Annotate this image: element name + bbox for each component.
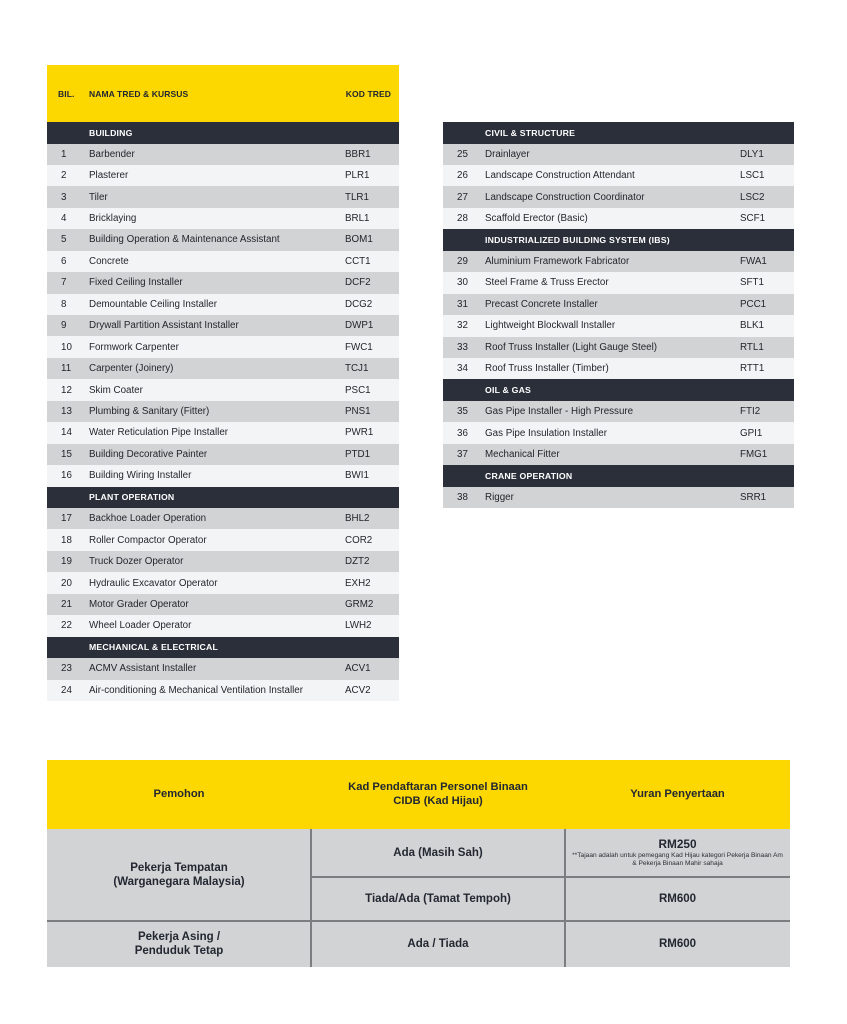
trade-code: DCF2 [345, 277, 371, 289]
trade-code: FMG1 [740, 448, 768, 460]
row-number: 11 [61, 363, 72, 375]
section-header: BUILDING [47, 122, 399, 144]
section-header: CRANE OPERATION [443, 465, 794, 487]
trade-code: BWI1 [345, 470, 369, 482]
trade-name: Skim Coater [89, 384, 143, 396]
trade-code: EXH2 [345, 577, 371, 589]
table-row [47, 272, 399, 293]
trade-name: Building Wiring Installer [89, 470, 192, 482]
trade-code: LSC1 [740, 170, 765, 182]
trade-table-right [443, 122, 794, 508]
table-row [443, 144, 794, 165]
row-number: 2 [61, 170, 67, 182]
trade-name: Rigger [485, 491, 514, 503]
trade-code: BRL1 [345, 213, 370, 225]
table-row [47, 572, 399, 593]
trade-name: Carpenter (Joinery) [89, 363, 174, 375]
row-number: 12 [61, 384, 72, 396]
trade-code: PLR1 [345, 170, 370, 182]
trade-code: RTL1 [740, 341, 764, 353]
trade-code: CCT1 [345, 255, 371, 267]
table-row [443, 251, 794, 272]
header-code: KOD TRED [345, 88, 391, 99]
trade-code: GRM2 [345, 598, 374, 610]
trade-name: Plumbing & Sanitary (Fitter) [89, 405, 210, 417]
row-number: 21 [61, 598, 72, 610]
trade-table-right-body [443, 122, 794, 508]
row-number: 10 [61, 341, 72, 353]
row-number: 18 [61, 534, 72, 546]
trade-name: Concrete [89, 255, 129, 267]
trade-code: ACV2 [345, 684, 371, 696]
trade-name: Air-conditioning & Mechanical Ventilation Installer [89, 684, 304, 696]
trade-code: PTD1 [345, 448, 371, 460]
fee-table-header [47, 760, 790, 829]
row-number: 24 [61, 684, 72, 696]
table-row [47, 315, 399, 336]
trade-code: DLY1 [740, 148, 764, 160]
row-number: 38 [457, 491, 468, 503]
trade-code: PCC1 [740, 298, 767, 310]
local-applicant [47, 829, 311, 921]
trade-name: Tiler [89, 191, 108, 203]
row-number: 13 [61, 405, 72, 417]
row-number: 17 [61, 513, 72, 525]
table-row [443, 422, 794, 443]
trade-name: Fixed Ceiling Installer [89, 277, 183, 289]
trade-name: Wheel Loader Operator [89, 620, 192, 632]
row-number: 26 [457, 170, 468, 182]
row-number: 28 [457, 213, 468, 225]
trade-code: LSC2 [740, 191, 765, 203]
trade-code: PNS1 [345, 405, 371, 417]
trade-name: Barbender [89, 148, 135, 160]
local-valid-fee-note: **Tajaan adalah untuk pemegang Kad Hijau kategori Pekerja Binaan Am & Pekerja Binaan Mahir sahaja [572, 851, 783, 868]
trade-code: BOM1 [345, 234, 373, 246]
table-row [47, 336, 399, 357]
trade-name: Building Operation & Maintenance Assistant [89, 234, 280, 246]
foreign-applicant-text: Pekerja Asing / Penduduk Tetap [134, 930, 224, 957]
table-row [47, 465, 399, 486]
trade-name: Hydraulic Excavator Operator [89, 577, 218, 589]
trade-name: Backhoe Loader Operation [89, 513, 207, 525]
table-row [47, 508, 399, 529]
row-number: 3 [61, 191, 67, 203]
foreign-fee: RM600 [658, 937, 697, 950]
header-card [311, 760, 565, 829]
trade-name: Landscape Construction Coordinator [485, 191, 645, 203]
header-fee: Yuran Penyertaan [630, 787, 725, 800]
trade-name: Scaffold Erector (Basic) [485, 213, 588, 225]
table-row [47, 379, 399, 400]
divider [564, 829, 566, 967]
table-row [443, 401, 794, 422]
table-row [47, 144, 399, 165]
table-row [47, 680, 399, 701]
divider [311, 876, 790, 878]
row-number: 1 [61, 148, 67, 160]
header-name: NAMA TRED & KURSUS [89, 88, 189, 99]
trade-code: FWA1 [740, 255, 767, 267]
row-number: 32 [457, 320, 468, 332]
row-number: 31 [457, 298, 468, 310]
row-number: 16 [61, 470, 72, 482]
trade-code: DCG2 [345, 298, 373, 310]
table-row [443, 272, 794, 293]
row-number: 35 [457, 406, 468, 418]
trade-code: FWC1 [345, 341, 373, 353]
trade-code: PWR1 [345, 427, 374, 439]
trade-code: ACV1 [345, 663, 371, 675]
local-valid-card: Ada (Masih Sah) [393, 846, 483, 859]
section-header: CIVIL & STRUCTURE [443, 122, 794, 144]
table-row [47, 444, 399, 465]
local-expired-fee: RM600 [658, 892, 697, 905]
section-header: PLANT OPERATION [47, 487, 399, 509]
row-number: 37 [457, 448, 468, 460]
trade-code: GPI1 [740, 427, 763, 439]
table-row [47, 186, 399, 207]
row-number: 19 [61, 556, 72, 568]
table-row [47, 251, 399, 272]
table-row [443, 186, 794, 207]
fee-table-body [47, 829, 790, 967]
trade-name: Water Reticulation Pipe Installer [89, 427, 229, 439]
row-number: 33 [457, 341, 468, 353]
divider [310, 829, 312, 967]
table-row [47, 165, 399, 186]
trade-code: TLR1 [345, 191, 369, 203]
row-number: 36 [457, 427, 468, 439]
row-number: 20 [61, 577, 72, 589]
trade-table-left-body [47, 122, 399, 701]
trade-name: Mechanical Fitter [485, 448, 560, 460]
table-row [47, 658, 399, 679]
header-card-text: Kad Pendaftaran Personel Binaan CIDB (Kad Hijau) [348, 781, 528, 807]
table-row [443, 337, 794, 358]
trade-name: Steel Frame & Truss Erector [485, 277, 609, 289]
header-bil: BIL. [58, 88, 75, 99]
local-valid-fee-price: RM250 [658, 837, 697, 852]
row-number: 14 [61, 427, 72, 439]
trade-name: Gas Pipe Insulation Installer [485, 427, 607, 439]
foreign-card: Ada / Tiada [407, 937, 469, 950]
trade-name: Bricklaying [89, 213, 137, 225]
trade-code: PSC1 [345, 384, 371, 396]
row-number: 25 [457, 148, 468, 160]
row-number: 15 [61, 448, 72, 460]
table-row [47, 401, 399, 422]
trade-name: ACMV Assistant Installer [89, 663, 197, 675]
trade-table-left [47, 65, 399, 701]
table-row [443, 444, 794, 465]
row-number: 4 [61, 213, 67, 225]
row-number: 22 [61, 620, 72, 632]
row-number: 6 [61, 255, 67, 267]
table-row [47, 615, 399, 636]
trade-name: Lightweight Blockwall Installer [485, 320, 616, 332]
row-number: 5 [61, 234, 67, 246]
row-number: 8 [61, 298, 67, 310]
local-expired-card: Tiada/Ada (Tamat Tempoh) [365, 892, 511, 905]
trade-code: COR2 [345, 534, 373, 546]
trade-table-header [47, 65, 399, 122]
trade-code: RTT1 [740, 363, 765, 375]
trade-code: BHL2 [345, 513, 370, 525]
trade-name: Roller Compactor Operator [89, 534, 207, 546]
section-header: INDUSTRIALIZED BUILDING SYSTEM (IBS) [443, 229, 794, 251]
section-header: MECHANICAL & ELECTRICAL [47, 637, 399, 659]
table-row [47, 229, 399, 250]
fee-table [47, 760, 790, 967]
trade-name: Precast Concrete Installer [485, 298, 598, 310]
trade-code: BBR1 [345, 148, 371, 160]
table-row [47, 294, 399, 315]
header-applicant: Pemohon [153, 787, 205, 800]
trade-name: Plasterer [89, 170, 129, 182]
table-row [47, 551, 399, 572]
table-row [443, 487, 794, 508]
table-row [47, 529, 399, 550]
trade-code: SFT1 [740, 277, 764, 289]
trade-name: Drainlayer [485, 148, 530, 160]
table-row [47, 594, 399, 615]
row-number: 7 [61, 277, 67, 289]
trade-name: Formwork Carpenter [89, 341, 179, 353]
row-number: 30 [457, 277, 468, 289]
table-row [443, 358, 794, 379]
trade-name: Aluminium Framework Fabricator [485, 255, 630, 267]
local-valid-fee [565, 829, 790, 877]
table-row [443, 165, 794, 186]
trade-code: DZT2 [345, 556, 370, 568]
trade-code: BLK1 [740, 320, 764, 332]
trade-code: SCF1 [740, 213, 766, 225]
trade-code: LWH2 [345, 620, 372, 632]
row-number: 29 [457, 255, 468, 267]
row-number: 27 [457, 191, 468, 203]
row-number: 23 [61, 663, 72, 675]
trade-name: Building Decorative Painter [89, 448, 208, 460]
trade-name: Drywall Partition Assistant Installer [89, 320, 239, 332]
local-applicant-text: Pekerja Tempatan (Warganegara Malaysia) [113, 861, 245, 888]
trade-name: Landscape Construction Attendant [485, 170, 635, 182]
foreign-applicant [47, 921, 311, 967]
trade-name: Motor Grader Operator [89, 598, 189, 610]
table-row [443, 208, 794, 229]
table-row [47, 208, 399, 229]
trade-code: DWP1 [345, 320, 374, 332]
table-row [443, 315, 794, 336]
trade-name: Roof Truss Installer (Light Gauge Steel) [485, 341, 658, 353]
trade-code: TCJ1 [345, 363, 369, 375]
table-row [443, 294, 794, 315]
trade-name: Gas Pipe Installer - High Pressure [485, 406, 634, 418]
section-header: OIL & GAS [443, 379, 794, 401]
trade-code: SRR1 [740, 491, 767, 503]
trade-name: Roof Truss Installer (Timber) [485, 363, 609, 375]
table-row [47, 358, 399, 379]
trade-name: Demountable Ceiling Installer [89, 298, 217, 310]
divider [47, 920, 790, 922]
trade-code: FTI2 [740, 406, 761, 418]
table-row [47, 422, 399, 443]
row-number: 9 [61, 320, 67, 332]
trade-name: Truck Dozer Operator [89, 556, 184, 568]
row-number: 34 [457, 363, 468, 375]
